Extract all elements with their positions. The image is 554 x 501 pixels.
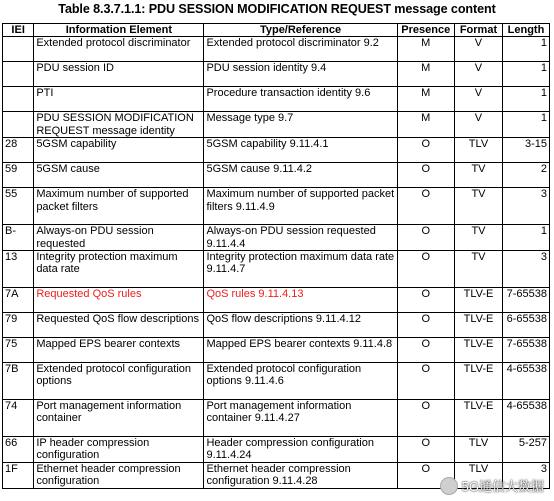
format-cell: TLV <box>454 462 502 488</box>
information-element-cell: PDU session ID <box>34 62 204 87</box>
length-cell: 3 <box>502 188 549 225</box>
type-reference-cell: PDU session identity 9.4 <box>204 62 397 87</box>
iei-cell: 7B <box>3 363 34 400</box>
header-information-element: Information Element <box>34 24 204 37</box>
iei-cell: 13 <box>3 251 34 288</box>
type-reference-cell: QoS rules 9.11.4.13 <box>204 288 397 313</box>
presence-cell: M <box>397 87 454 112</box>
information-element-cell: 5GSM cause <box>34 163 204 188</box>
iei-cell: 79 <box>3 313 34 338</box>
wechat-logo-icon <box>440 477 458 495</box>
table-row <box>3 163 550 188</box>
table-row <box>3 251 550 288</box>
length-cell: 7-65538 <box>502 338 549 363</box>
format-cell: TLV-E <box>454 338 502 363</box>
type-reference-cell: 5GSM cause 9.11.4.2 <box>204 163 397 188</box>
presence-cell: O <box>397 400 454 437</box>
table-row <box>3 363 550 400</box>
iei-cell: 59 <box>3 163 34 188</box>
message-content-table <box>2 23 550 489</box>
length-cell: 4-65538 <box>502 363 549 400</box>
format-cell: TLV <box>454 437 502 463</box>
type-reference-cell: Always-on PDU session requested 9.11.4.4 <box>204 225 397 251</box>
table-row <box>3 138 550 163</box>
format-cell: TLV-E <box>454 288 502 313</box>
length-cell: 1 <box>502 112 549 138</box>
length-cell: 4-65538 <box>502 400 549 437</box>
information-element-cell: Extended protocol discriminator <box>34 37 204 62</box>
format-cell: TLV <box>454 138 502 163</box>
information-element-cell: Always-on PDU session requested <box>34 225 204 251</box>
watermark <box>440 476 544 495</box>
header-iei: IEI <box>3 24 34 37</box>
type-reference-cell: Header compression configuration 9.11.4.24 <box>204 437 397 463</box>
length-cell: 5-257 <box>502 437 549 463</box>
header-length: Length <box>502 24 549 37</box>
information-element-cell: Maximum number of supported packet filters <box>34 188 204 225</box>
iei-cell <box>3 112 34 138</box>
iei-cell: 66 <box>3 437 34 463</box>
type-reference-cell: Mapped EPS bearer contexts 9.11.4.8 <box>204 338 397 363</box>
length-cell: 1 <box>502 62 549 87</box>
information-element-cell: 5GSM capability <box>34 138 204 163</box>
table-row <box>3 437 550 463</box>
table-row <box>3 62 550 87</box>
format-cell: TLV-E <box>454 400 502 437</box>
type-reference-cell: Maximum number of supported packet filters 9.11.4.9 <box>204 188 397 225</box>
iei-cell <box>3 62 34 87</box>
presence-cell: O <box>397 313 454 338</box>
table-row <box>3 338 550 363</box>
information-element-cell: Ethernet header compression configuration <box>34 462 204 488</box>
information-element-cell: Integrity protection maximum data rate <box>34 251 204 288</box>
format-cell: V <box>454 37 502 62</box>
length-cell: 7-65538 <box>502 288 549 313</box>
format-cell: V <box>454 62 502 87</box>
watermark-text: 5G通信大数据 <box>461 479 544 494</box>
header-format: Format <box>454 24 502 37</box>
table-row <box>3 288 550 313</box>
format-cell: TV <box>454 225 502 251</box>
type-reference-cell: Port management information container 9.11.4.27 <box>204 400 397 437</box>
length-cell: 3-15 <box>502 138 549 163</box>
length-cell: 1 <box>502 87 549 112</box>
presence-cell: O <box>397 138 454 163</box>
information-element-cell: PDU SESSION MODIFICATION REQUEST message identity <box>34 112 204 138</box>
table-body <box>3 37 550 488</box>
presence-cell: O <box>397 363 454 400</box>
format-cell: TV <box>454 163 502 188</box>
format-cell: V <box>454 112 502 138</box>
table-row <box>3 400 550 437</box>
presence-cell: O <box>397 188 454 225</box>
iei-cell: 7A <box>3 288 34 313</box>
iei-cell: 1F <box>3 462 34 488</box>
information-element-cell: Mapped EPS bearer contexts <box>34 338 204 363</box>
length-cell: 2 <box>502 163 549 188</box>
presence-cell: O <box>397 251 454 288</box>
type-reference-cell: Ethernet header compression configuration 9.11.4.28 <box>204 462 397 488</box>
format-cell: TV <box>454 188 502 225</box>
length-cell: 3 <box>502 462 549 488</box>
presence-cell: O <box>397 338 454 363</box>
type-reference-cell: QoS flow descriptions 9.11.4.12 <box>204 313 397 338</box>
information-element-cell: IP header compression configuration <box>34 437 204 463</box>
iei-cell: B- <box>3 225 34 251</box>
table-row <box>3 313 550 338</box>
type-reference-cell: Procedure transaction identity 9.6 <box>204 87 397 112</box>
format-cell: TLV-E <box>454 313 502 338</box>
type-reference-cell: Extended protocol discriminator 9.2 <box>204 37 397 62</box>
presence-cell: O <box>397 288 454 313</box>
table-row <box>3 37 550 62</box>
format-cell: TLV-E <box>454 363 502 400</box>
presence-cell: M <box>397 37 454 62</box>
iei-cell: 55 <box>3 188 34 225</box>
table-row <box>3 112 550 138</box>
presence-cell: M <box>397 112 454 138</box>
header-row <box>3 24 550 37</box>
presence-cell: O <box>397 462 454 488</box>
presence-cell: M <box>397 62 454 87</box>
information-element-cell: Requested QoS rules <box>34 288 204 313</box>
iei-cell: 75 <box>3 338 34 363</box>
iei-cell <box>3 87 34 112</box>
table-row <box>3 87 550 112</box>
presence-cell: O <box>397 163 454 188</box>
table-row <box>3 225 550 251</box>
iei-cell: 74 <box>3 400 34 437</box>
header-type-reference: Type/Reference <box>204 24 397 37</box>
format-cell: V <box>454 87 502 112</box>
length-cell: 6-65538 <box>502 313 549 338</box>
type-reference-cell: Integrity protection maximum data rate 9.11.4.7 <box>204 251 397 288</box>
type-reference-cell: Message type 9.7 <box>204 112 397 138</box>
information-element-cell: Extended protocol configuration options <box>34 363 204 400</box>
format-cell: TV <box>454 251 502 288</box>
length-cell: 1 <box>502 225 549 251</box>
length-cell: 1 <box>502 37 549 62</box>
information-element-cell: PTI <box>34 87 204 112</box>
presence-cell: O <box>397 437 454 463</box>
type-reference-cell: 5GSM capability 9.11.4.1 <box>204 138 397 163</box>
iei-cell: 28 <box>3 138 34 163</box>
presence-cell: O <box>397 225 454 251</box>
information-element-cell: Port management information container <box>34 400 204 437</box>
type-reference-cell: Extended protocol configuration options 9.11.4.6 <box>204 363 397 400</box>
information-element-cell: Requested QoS flow descriptions <box>34 313 204 338</box>
table-row <box>3 188 550 225</box>
header-presence: Presence <box>397 24 454 37</box>
iei-cell <box>3 37 34 62</box>
table-caption: Table 8.3.7.1.1: PDU SESSION MODIFICATION REQUEST message content <box>58 2 496 16</box>
length-cell: 3 <box>502 251 549 288</box>
